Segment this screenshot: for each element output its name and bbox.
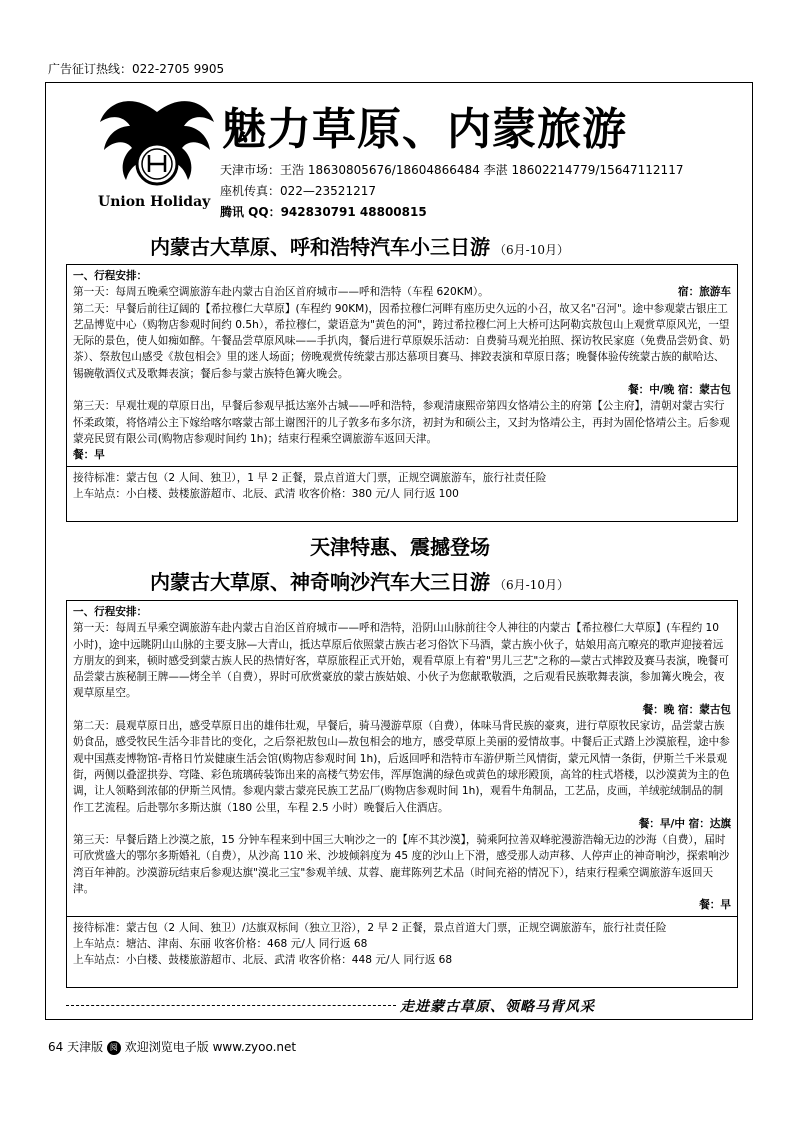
read-badge-icon: 阅 <box>107 1041 121 1055</box>
contact-market: 天津市场：王浩 18630805676/18604866484 李湛 18602214779/15647112117 <box>220 163 684 177</box>
footer-link[interactable]: 欢迎浏览电子版 www.zyoo.net <box>124 1040 297 1054</box>
route1-day1-stay: 宿：旅游车 <box>678 286 731 299</box>
route2-standard: 接待标准：蒙古包（2 人间、独卫）/达旗双标间（独立卫浴），2 早 2 正餐，景点首道大门票，正规空调旅游车，旅行社责任险 <box>73 921 667 934</box>
route1-day3: 第三天：早观壮观的草原日出，早餐后参观早抵达塞外古城——呼和浩特，参观清康熙帝第四女恪靖公主的府第【公主府】，清朝对蒙古实行怀柔政策，将恪靖公主下嫁给喀尔喀蒙古部土谢图汗的儿子敦多布多尔济，初封为和硕公主，又封为恪靖公主，再封为固伦恪靖公主。后参观蒙亮民贸有限公司(购物店参观时间约 1h)；结束行程乘空调旅游车返回天津。 <box>73 400 730 445</box>
route2-pickup1: 上车站点：塘沽、津南、东丽 收客价格：468 元/人 同行返 68 <box>73 937 368 950</box>
brand-name: Union Holiday <box>98 194 211 210</box>
route2-title <box>150 566 569 595</box>
route2-day3-meal: 餐：早 <box>699 899 731 912</box>
route2-day3: 第三天：早餐后踏上沙漠之旅，15 分钟车程来到中国三大响沙之一的【库不其沙漠】，骑乘阿拉善双峰驼漫游浩翰无边的沙海（自费），届时可欣赏盛大的鄂尔多斯婚礼（自费），从沙高 110 米、沙坡倾斜度为 45 度的沙山上下滑，感受那人动声移、人停声止的神奇响沙，探索响沙湾百年神韵。沙漠游玩结束后参观达旗"漠北三宝"参观羊绒、苁蓉、鹿茸陈列艺术品（时间充裕的情况下），结束行程乘空调旅游车返回天津。 <box>73 834 730 896</box>
route2-pickup2: 上车站点：小白楼、鼓楼旅游超市、北辰、武清 收客价格：448 元/人 同行返 68 <box>73 954 453 967</box>
route1-day1: 第一天：每周五晚乘空调旅游车赴内蒙古自治区首府城市——呼和浩特（车程 620KM）。 <box>73 286 489 299</box>
footer-page: 64 天津版 <box>48 1040 104 1054</box>
route1-title-text: 内蒙古大草原、呼和浩特汽车小三日游 <box>150 235 490 259</box>
page-footer <box>48 1038 296 1055</box>
route2-title-text: 内蒙古大草原、神奇响沙汽车大三日游 <box>150 570 490 594</box>
route2-day1-meal: 餐：晚 宿：蒙古包 <box>642 703 731 716</box>
contact-qq: 腾讯 QQ：942830791 48800815 <box>220 205 427 219</box>
route2-day1: 第一天：每周五早乘空调旅游车赴内蒙古自治区首府城市——呼和浩特，沿阴山山脉前往令人神往的内蒙古【希拉穆仁大草原】(车程约 10 小时)，途中远眺阴山山脉的主要支脉—大青山，抵达草原后依照蒙古族古老习俗饮下马酒，蒙古族小伙子，姑娘用高亢嘹亮的歌声迎接着远方朋友的到来，顿时感受到蒙古族人民的热情好客，草原旅程正式开始，观看草原上有着"男儿三艺"之称的—蒙古式摔跤及赛马表演，晚餐可品尝蒙古族秘制王牌——烤全羊（自费），界时可欣赏豪放的蒙古族姑娘、小伙子为您献歌敬酒，之后观看民族歌舞表演，参加篝火晚会，夜观草原星空。 <box>73 622 729 700</box>
route1-title <box>150 231 569 260</box>
route1-itinerary <box>66 264 738 522</box>
route2-day2: 第二天：晨观草原日出，感受草原日出的雄伟壮观，早餐后，骑马漫游草原（自费），体味马背民族的豪爽，进行草原牧民家访，品尝蒙古族奶食品，感受牧民生活今非昔比的变化，之后祭祀敖包山—敖包相会的地方，感受草原上美丽的爱情故事。中餐后正式踏上沙漠旅程，途中参观中国燕麦博物馆-青格日竹炭健康生活会馆(购物店参观时间 1h)，后返回呼和浩特市车游伊斯兰风情街，蒙元风情一条街，伊斯兰千米景观街，两侧以叠涩拱券、穹隆、彩色琉璃砖装饰出来的高楼气势宏伟，浑厚饱满的绿色或黄色的球形殿顶，高耸的柱式塔楼，以沙漠黄为主的色调，让人领略到浓郁的伊斯兰风情。参观内蒙古蒙亮民族工艺品厂(购物店参观时间 1h)，观看牛角制品，工艺品，皮画，羊绒驼绒制品的制作工艺流程。后赴鄂尔多斯达旗（180 公里，车程 2.5 小时）晚餐后入住酒店。 <box>73 720 730 814</box>
slogan-divider <box>66 1005 396 1006</box>
route1-period: （6月-10月） <box>494 243 569 257</box>
route1-standard: 接待标准：蒙古包（2 人间、独卫），1 早 2 正餐，景点首道大门票，正规空调旅游车，旅行社责任险 <box>73 471 547 484</box>
route1-heading: 一、行程安排： <box>73 270 148 282</box>
route2-day2-meal: 餐：早/中 宿：达旗 <box>638 817 731 830</box>
route2-period: （6月-10月） <box>494 578 569 592</box>
promo-heading: 天津特惠、震撼登场 <box>310 535 490 559</box>
route1-day3-meal: 餐：早 <box>73 449 105 462</box>
contact-fax: 座机传真：022—23521217 <box>220 184 376 198</box>
route2-heading: 一、行程安排： <box>73 606 148 618</box>
page-title: 魅力草原、内蒙旅游 <box>222 104 627 155</box>
slogan: 走进蒙古草原、领略马背风采 <box>400 999 595 1015</box>
ad-hotline: 广告征订热线：022-2705 9905 <box>48 62 225 76</box>
route1-day2-meal: 餐：中/晚 宿：蒙古包 <box>628 384 731 397</box>
route2-itinerary <box>66 600 738 988</box>
route1-day2: 第二天：早餐后前往辽阔的【希拉穆仁大草原】(车程约 90KM)，因希拉穆仁河畔有座历史久远的小召，故又名"召河"。途中参观蒙古银庄工艺品博览中心（购物店参观时间约 0.5h），希拉穆仁，蒙语意为"黄色的河"，跨过希拉穆仁河上大桥可达阿勒宾敖包山上观赏草原风光，一望无际的景色，使人如痴如醉。午餐品尝草原风味——手扒肉，餐后进行草原娱乐活动：自费骑马观光拍照、探访牧民家庭（免费品尝奶食、奶茶）、祭敖包山感受《敖包相会》里的迷人场面；傍晚观赏传统蒙古那达慕项目赛马、摔跤表演和草原日落；晚餐体验传统蒙古族的献哈达、锡碗敬酒仪式及歌舞表演；餐后参与蒙古族特色篝火晚会。 <box>73 302 730 380</box>
route1-pickup: 上车站点：小白楼、鼓楼旅游超市、北辰、武清 收客价格：380 元/人 同行返 100 <box>73 487 459 500</box>
